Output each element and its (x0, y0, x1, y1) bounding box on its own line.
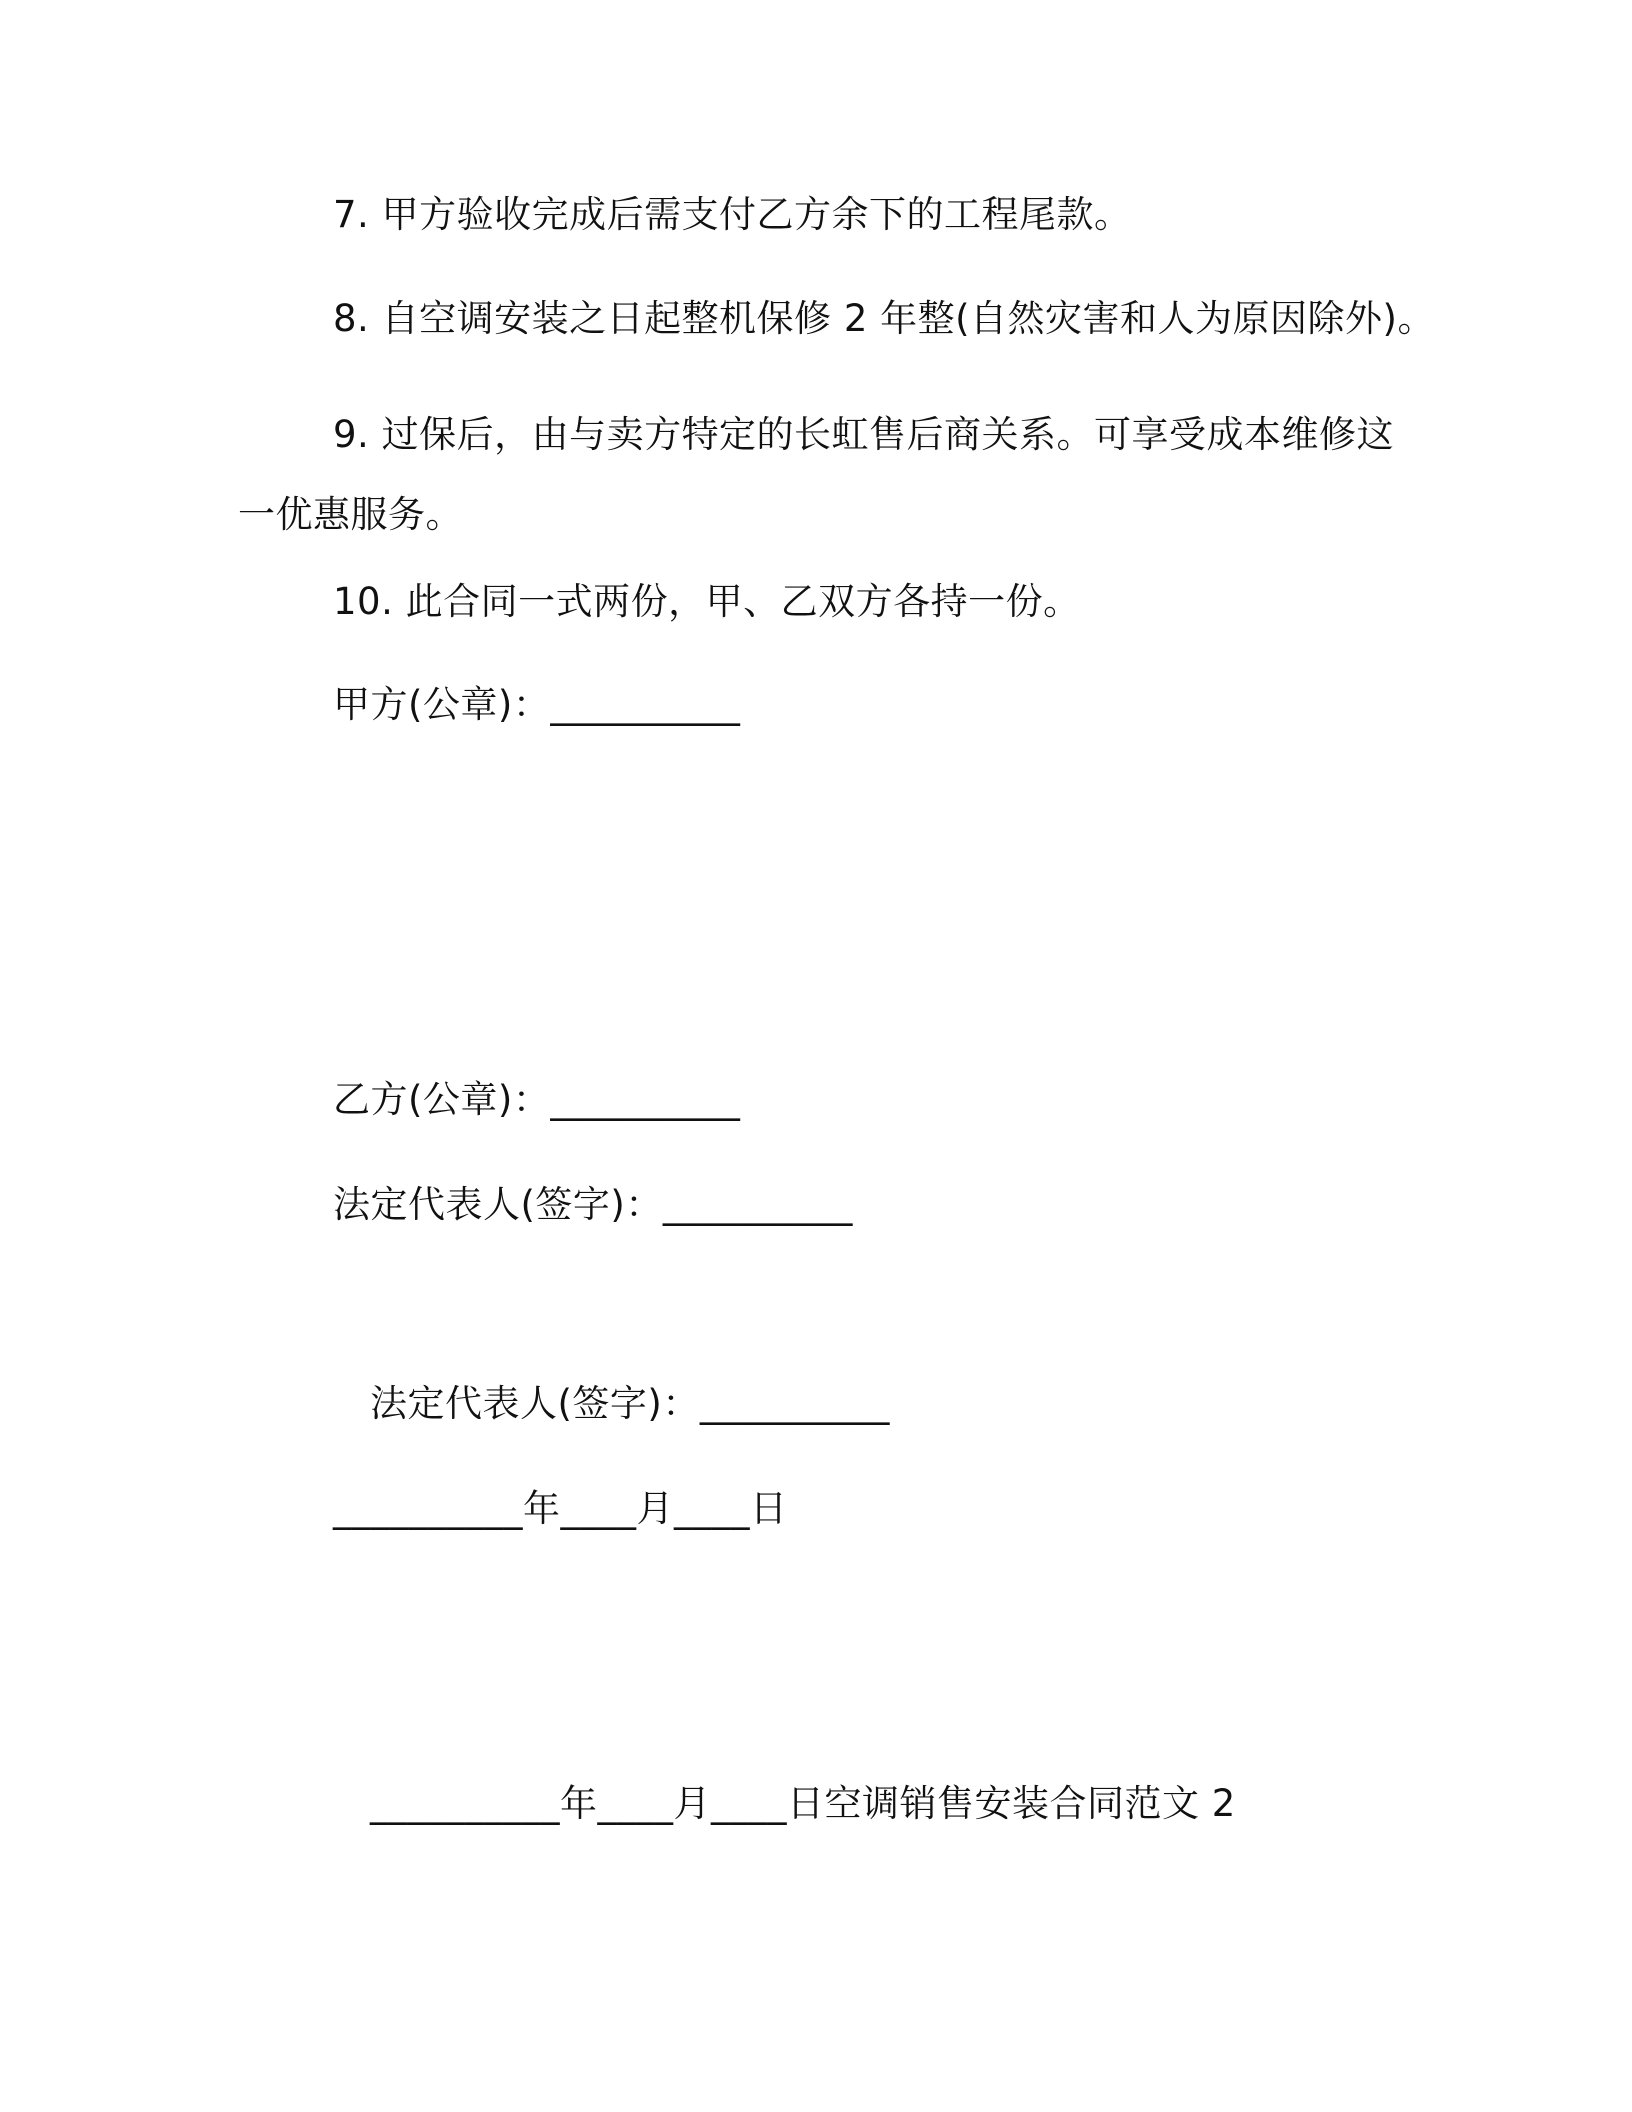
date-line-with-next-title: __________年____月____日空调销售安装合同范文 2 (370, 1782, 1236, 1825)
legal-representative-signature-line-2: 法定代表人(签字)：__________ (370, 1382, 890, 1425)
date-line: __________年____月____日 (333, 1487, 788, 1530)
party-a-seal-line: 甲方(公章)：__________ (333, 683, 741, 726)
party-b-seal-line: 乙方(公章)：__________ (333, 1078, 741, 1121)
clause-8: 8. 自空调安装之日起整机保修 2 年整(自然灾害和人为原因除外)。 (333, 297, 1435, 340)
clause-10: 10. 此合同一式两份，甲、乙双方各持一份。 (333, 580, 1081, 623)
clause-9: 9. 过保后，由与卖方特定的长虹售后商关系。可享受成本维修这一优惠服务。 (238, 413, 1395, 536)
legal-representative-signature-line: 法定代表人(签字)：__________ (333, 1183, 853, 1226)
clause-7: 7. 甲方验收完成后需支付乙方余下的工程尾款。 (333, 193, 1132, 236)
